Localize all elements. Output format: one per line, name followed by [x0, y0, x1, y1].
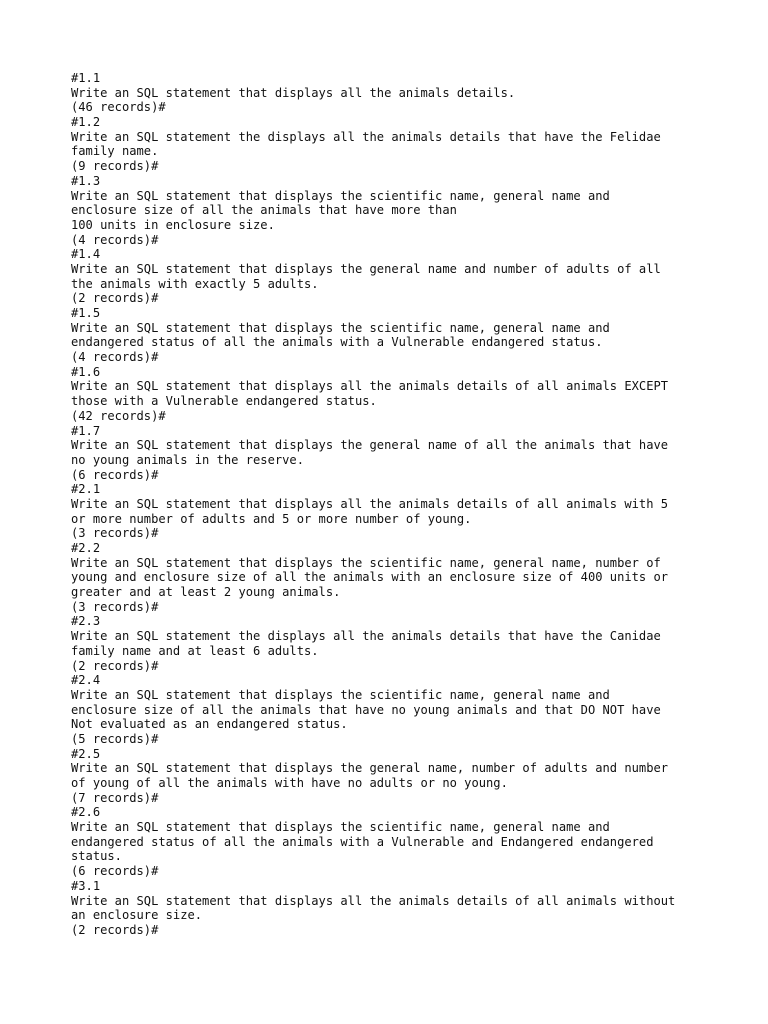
record-count: (9 records)#: [71, 159, 159, 174]
question-text: those with a Vulnerable endangered status.: [71, 394, 377, 409]
question-text: 100 units in enclosure size.: [71, 217, 275, 232]
record-count: (4 records)#: [71, 232, 159, 247]
question-text: Write an SQL statement the displays all the animals details that have the Felidae: [71, 129, 661, 144]
question-text: or more number of adults and 5 or more number of young.: [71, 511, 472, 526]
record-count: (3 records)#: [71, 599, 159, 614]
heading-1-2: #1.2: [71, 115, 101, 130]
question-text: endangered status of all the animals with a Vulnerable endangered status.: [71, 335, 603, 350]
question-text: the animals with exactly 5 adults.: [71, 276, 319, 291]
heading-1-1: #1.1: [71, 71, 101, 85]
question-text: Write an SQL statement that displays the scientific name, general name and: [71, 188, 610, 203]
heading-2-6: #2.6: [71, 805, 101, 820]
question-text: Write an SQL statement that displays all the animals details of all animals without: [71, 893, 676, 908]
record-count: (2 records)#: [71, 291, 159, 306]
question-text: an enclosure size.: [71, 908, 203, 923]
record-count: (7 records)#: [71, 790, 159, 805]
heading-2-5: #2.5: [71, 746, 101, 761]
record-count: (4 records)#: [71, 350, 159, 365]
record-count: (6 records)#: [71, 467, 159, 482]
heading-1-7: #1.7: [71, 423, 101, 438]
question-text: Write an SQL statement that displays the scientific name, general name, number of: [71, 555, 661, 570]
question-text: young and enclosure size of all the animals with an enclosure size of 400 units or: [71, 570, 669, 585]
question-text: Write an SQL statement that displays the general name, number of adults and number: [71, 761, 669, 776]
question-text: Write an SQL statement that displays the scientific name, general name and: [71, 687, 610, 702]
record-count: (46 records)#: [71, 100, 166, 115]
heading-1-5: #1.5: [71, 306, 101, 320]
question-text: family name.: [71, 144, 159, 159]
heading-2-1: #2.1: [71, 482, 101, 497]
question-text: family name and at least 6 adults.: [71, 643, 319, 658]
question-text: Write an SQL statement that displays all the animals details.: [71, 85, 516, 100]
question-text: endangered status of all the animals with a Vulnerable and Endangered endangered: [71, 834, 654, 849]
heading-2-2: #2.2: [71, 541, 101, 555]
question-text: greater and at least 2 young animals.: [71, 585, 341, 600]
question-text: Write an SQL statement that displays the scientific name, general name and: [71, 820, 610, 835]
heading-1-4: #1.4: [71, 247, 101, 262]
record-count: (2 records)#: [71, 658, 159, 673]
record-count: (5 records)#: [71, 731, 159, 746]
question-text: Write an SQL statement that displays all the animals details of all animals with 5: [71, 496, 669, 511]
document-body: [71, 71, 751, 938]
heading-2-3: #2.3: [71, 614, 101, 629]
question-text: status.: [71, 849, 122, 864]
question-text: enclosure size of all the animals that have more than: [71, 203, 457, 218]
record-count: (2 records)#: [71, 922, 159, 937]
question-text: Write an SQL statement that displays all the animals details of all animals EXCEPT: [71, 379, 669, 394]
question-text: of young of all the animals with have no adults or no young.: [71, 776, 508, 790]
heading-1-6: #1.6: [71, 364, 101, 379]
question-text: Write an SQL statement that displays the general name and number of adults of all: [71, 261, 661, 276]
question-text: no young animals in the reserve.: [71, 452, 304, 467]
question-text: Not evaluated as an endangered status.: [71, 717, 348, 732]
record-count: (42 records)#: [71, 408, 166, 423]
question-text: Write an SQL statement the displays all the animals details that have the Canidae: [71, 629, 661, 644]
heading-2-4: #2.4: [71, 673, 101, 688]
heading-3-1: #3.1: [71, 878, 101, 893]
question-text: Write an SQL statement that displays the general name of all the animals that have: [71, 438, 669, 453]
question-text: Write an SQL statement that displays the scientific name, general name and: [71, 320, 610, 335]
record-count: (6 records)#: [71, 864, 159, 879]
heading-1-3: #1.3: [71, 173, 101, 188]
question-text: enclosure size of all the animals that have no young animals and that DO NOT have: [71, 702, 661, 717]
record-count: (3 records)#: [71, 526, 159, 541]
